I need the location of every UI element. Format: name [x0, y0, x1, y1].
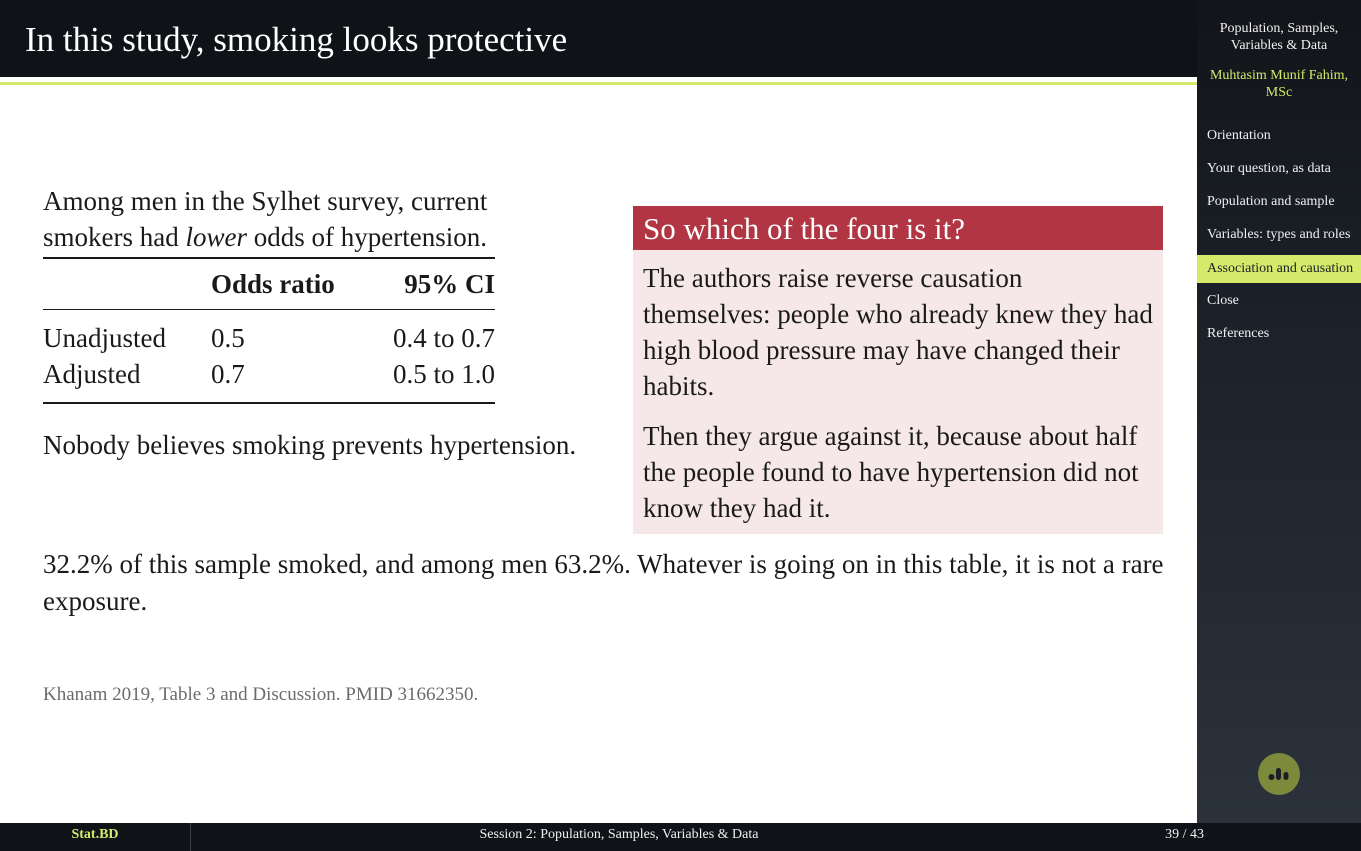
callout-paragraph: The authors raise reverse causation themselves: people who already knew they had high blood pressure may have changed their habits. [643, 263, 1153, 401]
footer-page-number: 39 / 43 [1165, 827, 1204, 842]
slide-title: In this study, smoking looks protective [25, 20, 568, 59]
accent-divider [0, 82, 1197, 85]
sidebar-item-population-sample[interactable]: Population and sample [1207, 194, 1335, 209]
callout-paragraph: Then they argue against it, because about half the people found to have hypertension did not know they had it. [643, 421, 1139, 523]
sidebar-item-close[interactable]: Close [1207, 293, 1239, 308]
lead-emphasis: lower [185, 222, 247, 252]
slide-header [0, 0, 1197, 77]
sample-note: 32.2% of this sample smoked, and among men 63.2%. Whatever is going on in this table, it is not a rare exposure. [43, 549, 1164, 616]
table-row [43, 310, 495, 357]
footer-session-title: Session 2: Population, Samples, Variables & Data [479, 827, 759, 842]
table-cell: Adjusted [43, 358, 141, 389]
citation: Khanam 2019, Table 3 and Discussion. PMID 31662350. [43, 684, 479, 705]
callout-title: So which of the four is it? [633, 206, 1163, 250]
table-cell: Unadjusted [43, 322, 166, 353]
table-row [43, 356, 495, 403]
table-header-row [43, 258, 495, 310]
lead-prefix: Among men in the Sylhet survey, current smokers had [43, 186, 488, 252]
table-header-cell: Odds ratio [211, 268, 335, 299]
footer-brand[interactable]: Stat.BD [0, 823, 191, 851]
callout-body [633, 250, 1163, 526]
sidebar-nav [1197, 121, 1361, 352]
table-cell: 0.4 to 0.7 [392, 322, 495, 353]
footer [0, 823, 1361, 851]
odds-ratio-table [43, 257, 495, 404]
table-cell: 0.5 [211, 322, 245, 353]
sidebar [1197, 0, 1361, 851]
table-header-cell: 95% CI [404, 268, 495, 299]
table-header-cell [43, 258, 211, 310]
nobody-statement: Nobody believes smoking prevents hypertension. [43, 430, 577, 460]
callout-box [633, 206, 1163, 534]
sidebar-item-your-question[interactable]: Your question, as data [1207, 161, 1331, 176]
sidebar-item-association-causation[interactable]: Association and causation [1197, 255, 1361, 283]
lead-text [43, 183, 523, 255]
table-cell: 0.5 to 1.0 [392, 358, 495, 389]
table-cell: 0.7 [211, 358, 245, 389]
sidebar-item-orientation[interactable]: Orientation [1207, 128, 1271, 143]
sidebar-author: Muhtasim Munif Fahim, MSc [1209, 68, 1349, 100]
sidebar-doc-title: Population, Samples, Variables & Data [1219, 21, 1339, 53]
sidebar-item-variables[interactable]: Variables: types and roles [1207, 227, 1351, 242]
chart-bars-icon[interactable] [1258, 753, 1300, 795]
lead-suffix: odds of hypertension. [247, 222, 487, 252]
sidebar-item-references[interactable]: References [1207, 326, 1270, 341]
